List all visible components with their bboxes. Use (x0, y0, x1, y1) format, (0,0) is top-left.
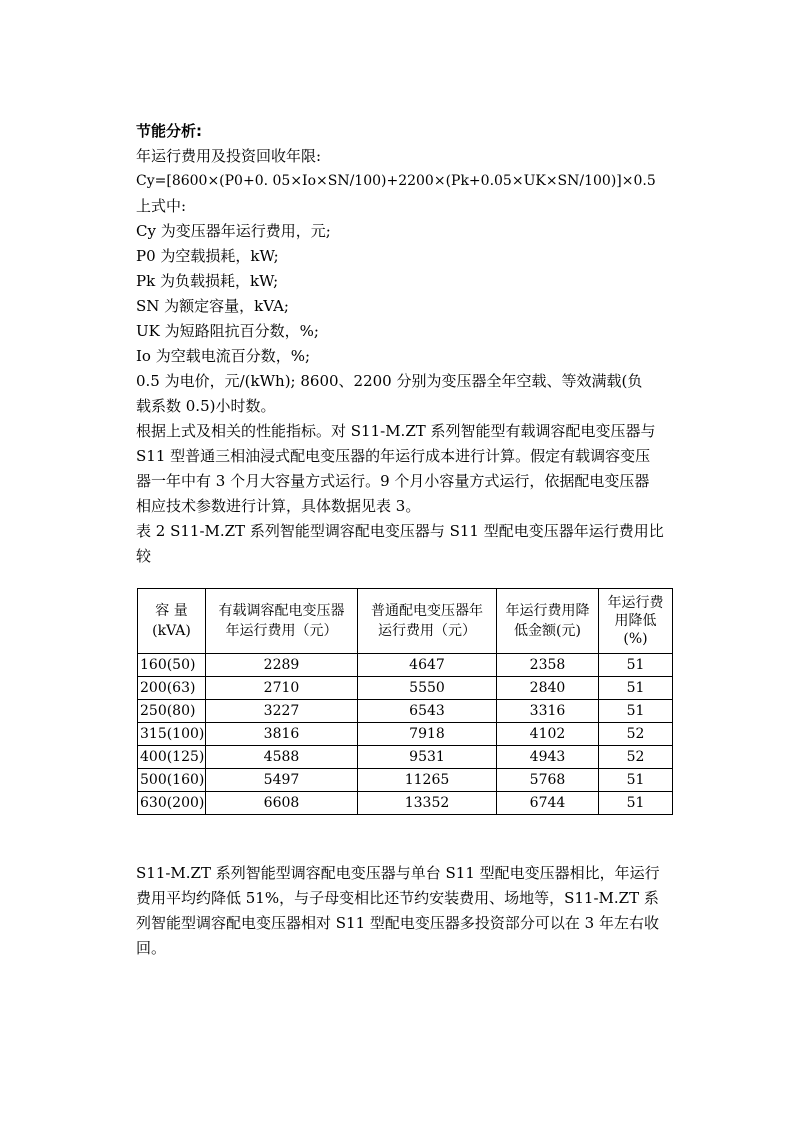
table-cell: 51 (599, 654, 673, 677)
text-line: S11 型普通三相油浸式配电变压器的年运行成本进行计算。假定有载调容变压 (136, 447, 651, 465)
text-line: 年运行费用及投资回收年限: (136, 147, 322, 165)
table-row (138, 700, 673, 723)
table-cell: 9531 (358, 746, 497, 769)
header-capacity (138, 589, 206, 654)
table-cell: 52 (599, 746, 673, 769)
conclusion-line: 列智能型调容配电变压器相对 S11 型配电变压器多投资部分可以在 3 年左右收 (136, 914, 659, 932)
text-line: Pk 为负载损耗，kW; (136, 272, 279, 290)
table-header-row (138, 589, 673, 654)
header-text: 容 量 (155, 603, 188, 619)
header-text: 有载调容配电变压器 (218, 603, 345, 619)
table-cell: 4102 (497, 723, 599, 746)
header-text: 年运行费 (607, 595, 664, 611)
text-line: 器一年中有 3 个月大容量方式运行。9 个月小容量方式运行，依据配电变压器 (136, 472, 650, 490)
header-text: 普通配电变压器年 (371, 603, 483, 619)
table-cell: 4588 (206, 746, 358, 769)
table-cell: 6543 (358, 700, 497, 723)
text-line: 载系数 0.5)小时数。 (136, 397, 276, 415)
header-oltc-cost (206, 589, 358, 654)
table-cell: 3227 (206, 700, 358, 723)
header-text: 年运行费用降 (505, 603, 590, 619)
table-cell: 500(160) (138, 769, 206, 792)
table-cell: 4647 (358, 654, 497, 677)
table-cell: 5768 (497, 769, 599, 792)
table-cell: 51 (599, 677, 673, 700)
text-line: 0.5 为电价，元/(kWh); 8600、2200 分别为变压器全年空载、等效满载(负 (136, 372, 643, 390)
table-cell: 2289 (206, 654, 358, 677)
text-line: 相应技术参数进行计算，具体数据见表 3。 (136, 497, 421, 515)
header-text: 低金额(元) (514, 623, 581, 639)
table-row (138, 654, 673, 677)
text-line: Io 为空载电流百分数，%; (136, 347, 311, 365)
text-line: 根据上式及相关的性能指标。对 S11-M.ZT 系列智能型有载调容配电变压器与 (136, 422, 656, 440)
table-cell: 51 (599, 769, 673, 792)
text-line: Cy 为变压器年运行费用，元; (136, 222, 331, 240)
conclusion-line: 费用平均约降低 51%，与子母变相比还节约安装费用、场地等，S11-M.ZT 系 (136, 889, 659, 907)
text-line: 上式中: (136, 197, 187, 215)
table-cell: 13352 (358, 792, 497, 815)
header-text: (%) (623, 631, 648, 647)
table-cell: 5550 (358, 677, 497, 700)
table-cell: 2358 (497, 654, 599, 677)
table-cell: 630(200) (138, 792, 206, 815)
table-cell: 2710 (206, 677, 358, 700)
section-heading: 节能分析: (136, 122, 202, 140)
header-text: 年运行费用（元） (225, 623, 338, 639)
header-percent (599, 589, 673, 654)
table-cell: 5497 (206, 769, 358, 792)
table-caption: 表 2 S11-M.ZT 系列智能型调容配电变压器与 S11 型配电变压器年运行费用比 (136, 522, 664, 540)
table-cell: 400(125) (138, 746, 206, 769)
table-cell: 200(63) (138, 677, 206, 700)
table-cell: 250(80) (138, 700, 206, 723)
text-line: P0 为空载损耗，kW; (136, 247, 279, 265)
header-text: 用降低 (614, 613, 657, 629)
table-row (138, 723, 673, 746)
table-cell: 51 (599, 700, 673, 723)
header-savings (497, 589, 599, 654)
table-cell: 51 (599, 792, 673, 815)
table-row (138, 769, 673, 792)
table-cell: 4943 (497, 746, 599, 769)
table-cell: 6744 (497, 792, 599, 815)
table-row (138, 677, 673, 700)
table-row (138, 792, 673, 815)
table-cell: 3816 (206, 723, 358, 746)
table-row (138, 746, 673, 769)
table-cell: 7918 (358, 723, 497, 746)
table-cell: 160(50) (138, 654, 206, 677)
header-normal-cost (358, 589, 497, 654)
table-cell: 52 (599, 723, 673, 746)
conclusion-line: S11-M.ZT 系列智能型调容配电变压器与单台 S11 型配电变压器相比，年运行 (136, 864, 660, 882)
cost-table (137, 588, 673, 815)
text-line: SN 为额定容量，kVA; (136, 297, 289, 315)
table-cell: 3316 (497, 700, 599, 723)
header-text: (kVA) (152, 623, 191, 639)
table-cell: 11265 (358, 769, 497, 792)
text-line: UK 为短路阻抗百分数，%; (136, 322, 319, 340)
table-cell: 6608 (206, 792, 358, 815)
table-cell: 315(100) (138, 723, 206, 746)
header-text: 运行费用（元） (378, 623, 476, 639)
conclusion-line: 回。 (136, 939, 167, 957)
table-caption-cont: 较 (136, 547, 152, 565)
table-cell: 2840 (497, 677, 599, 700)
formula-line: Cy=[8600×(P0+0. 05×Io×SN/100)+2200×(Pk+0.05×UK×SN/100)]×0.5 (136, 173, 656, 189)
